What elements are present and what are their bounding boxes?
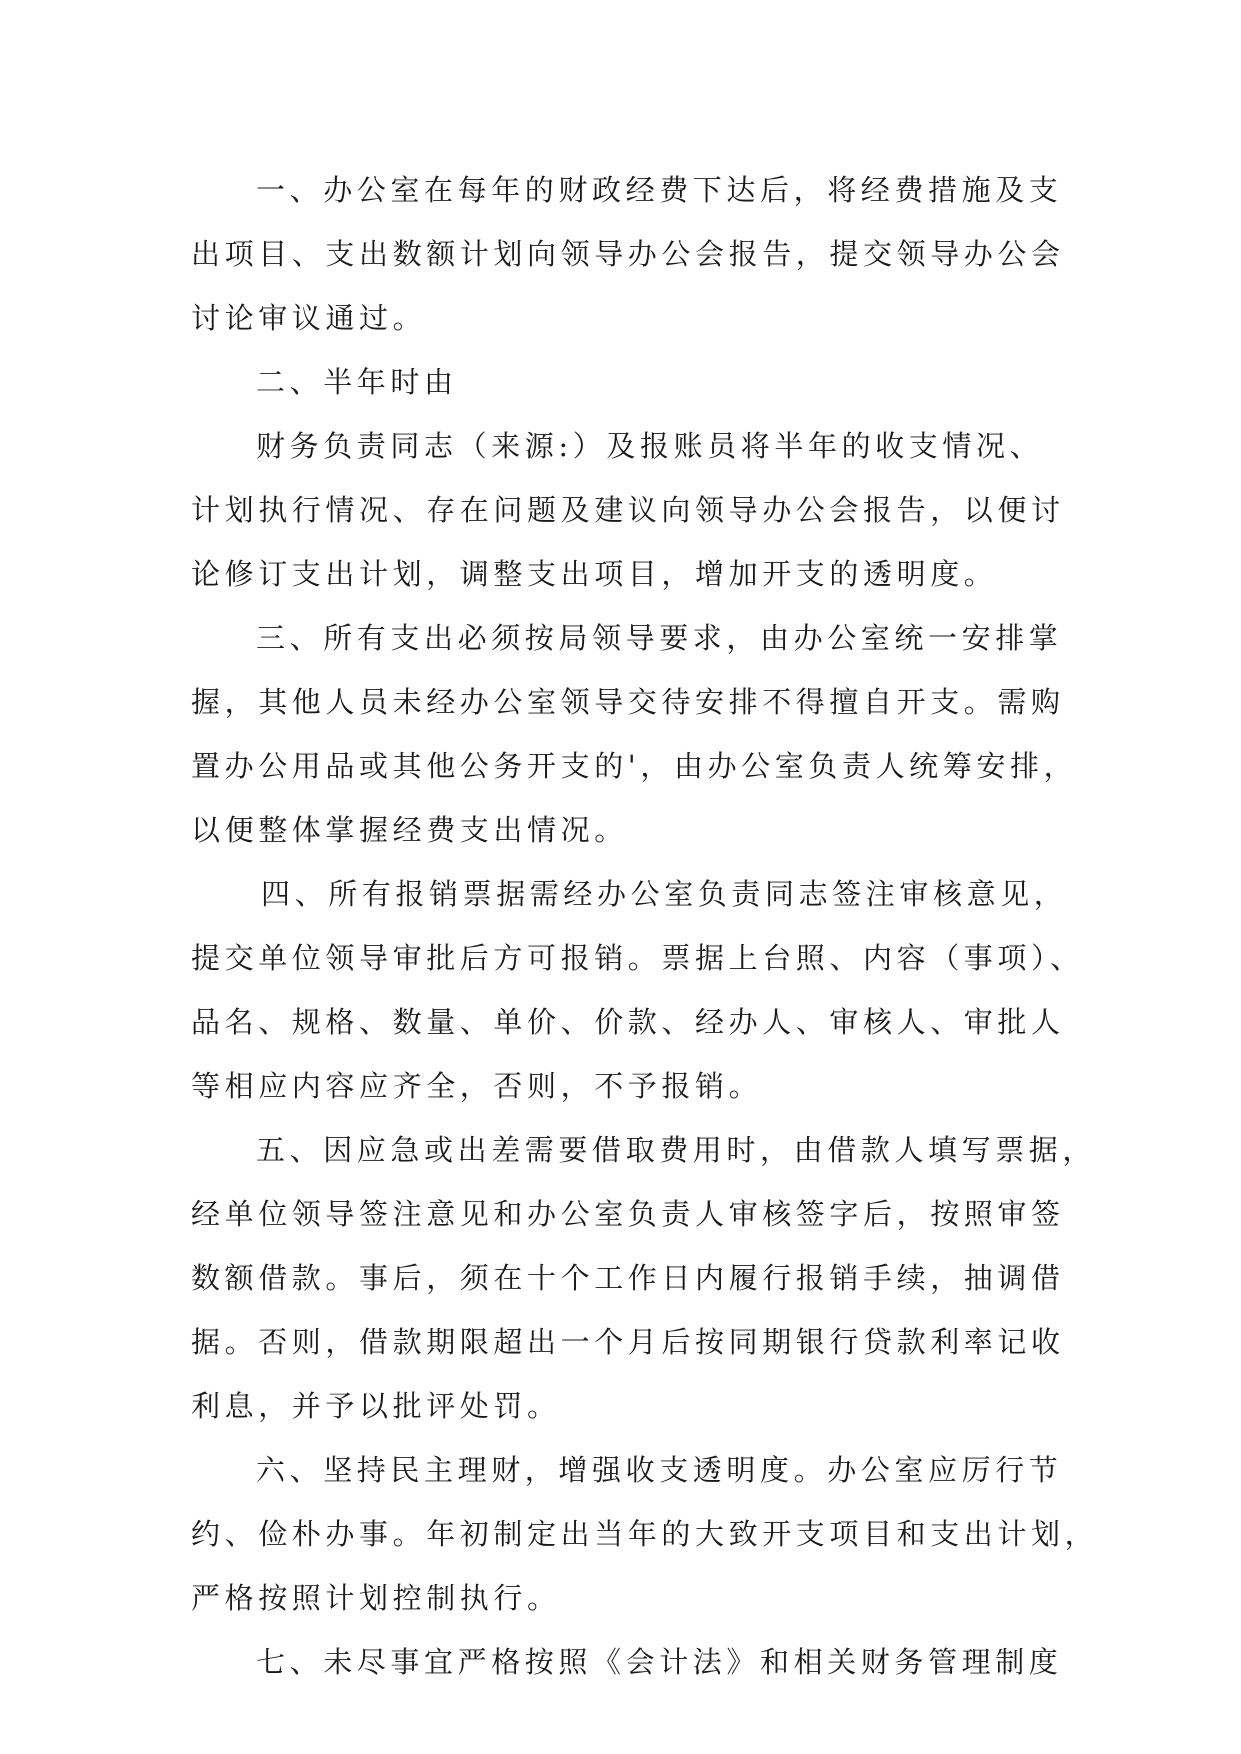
paragraph-line: 三、所有支出必须按局领导要求，由办公室统一安排掌 (256, 621, 1063, 655)
paragraph-line: 论修订支出计划，调整支出项目，增加开支的透明度。 (191, 557, 998, 591)
paragraph-line: 提交单位领导审批后方可报销。票据上台照、内容（事项）、 (191, 941, 1084, 975)
paragraph-7 (191, 1438, 1099, 1630)
paragraph-line: 出项目、支出数额计划向领导办公会报告，提交领导办公会 (191, 237, 1065, 271)
paragraph-line: 数额借款。事后，须在十个工作日内履行报销手续，抽调借 (191, 1261, 1065, 1295)
paragraph-line: 等相应内容应齐全，否则，不予报销。 (191, 1069, 763, 1103)
paragraph-line: 计划执行情况、存在问题及建议向领导办公会报告，以便讨 (191, 493, 1065, 527)
paragraph-line: 一、办公室在每年的财政经费下达后，将经费措施及支 (256, 173, 1063, 207)
paragraph-line: 讨论审议通过。 (191, 301, 427, 335)
paragraph-line: 以便整体掌握经费支出情况。 (191, 813, 628, 847)
paragraph-1 (191, 158, 1071, 350)
paragraph-3 (191, 414, 1071, 606)
paragraph-line: 据。否则，借款期限超出一个月后按同期银行贷款利率记收 (191, 1325, 1065, 1359)
paragraph-line: 利息，并予以批评处罚。 (191, 1389, 561, 1423)
paragraph-2 (191, 350, 1071, 414)
document-body (191, 158, 1099, 1694)
paragraph-line: 六、坚持民主理财，增强收支透明度。办公室应厉行节 (256, 1453, 1063, 1487)
paragraph-line: 七、未尽事宜严格按照《会计法》和相关财务管理制度 (256, 1645, 1063, 1679)
paragraph-line: 五、因应急或出差需要借取费用时，由借款人填写票据， (256, 1133, 1097, 1167)
paragraph-5 (191, 862, 1084, 1118)
paragraph-line: 品名、规格、数量、单价、价款、经办人、审核人、审批人 (191, 1005, 1065, 1039)
paragraph-line: 严格按照计划控制执行。 (191, 1581, 561, 1615)
paragraph-line: 四、所有报销票据需经办公室负责同志签注审核意见， (261, 877, 1068, 911)
paragraph-line: 握，其他人员未经办公室领导交待安排不得擅自开支。需购 (191, 685, 1065, 719)
paragraph-line: 置办公用品或其他公务开支的'，由办公室负责人统筹安排， (191, 749, 1078, 783)
paragraph-8 (191, 1630, 1071, 1694)
paragraph-6 (191, 1118, 1097, 1438)
paragraph-line: 二、半年时由 (256, 365, 458, 399)
paragraph-line: 财务负责同志（来源:）及报账员将半年的收支情况、 (256, 429, 1044, 463)
paragraph-4 (191, 606, 1078, 862)
paragraph-line: 约、俭朴办事。年初制定出当年的大致开支项目和支出计划， (191, 1517, 1099, 1551)
paragraph-line: 经单位领导签注意见和办公室负责人审核签字后，按照审签 (191, 1197, 1065, 1231)
